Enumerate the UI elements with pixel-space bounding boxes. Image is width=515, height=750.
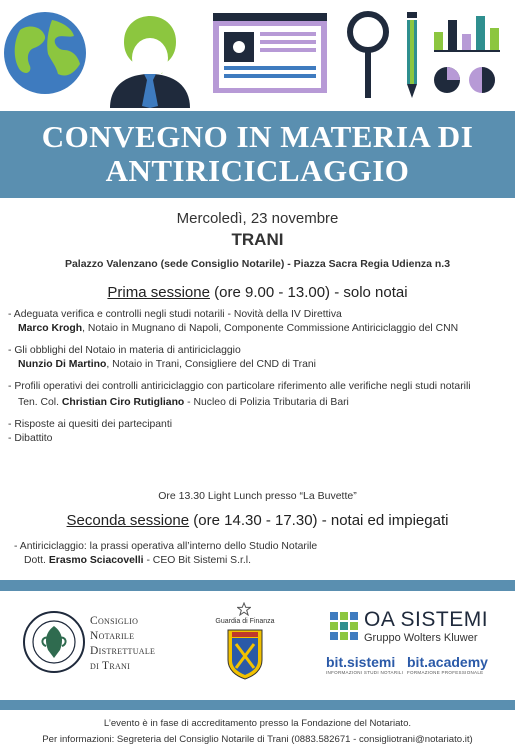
program-item <box>8 344 508 372</box>
bit-sistemi-name: bit.sistemi <box>326 654 396 670</box>
speaker-role: , Notaio in Trani, Consigliere del CND di Trani <box>106 359 316 370</box>
lunch-note: Ore 13.30 Light Lunch presso “La Buvette” <box>158 490 357 502</box>
speaker-title: Dott. <box>24 555 49 566</box>
sponsor-logos <box>0 598 515 696</box>
speaker-name: Erasmo Sciacovelli <box>48 555 144 566</box>
top-divider <box>0 580 515 591</box>
session1-heading <box>0 284 515 301</box>
speaker-title: Ten. Col. <box>18 397 62 408</box>
header-illustrations <box>0 0 515 110</box>
gdf-shield-logo <box>226 628 264 680</box>
oa-sistemi-subtitle: Gruppo Wolters Kluwer <box>364 632 478 644</box>
speaker-role: , Notaio in Mugnano di Napoli, Componente Commissione Antiriciclaggio del CNN <box>82 323 459 334</box>
footer <box>0 716 515 748</box>
accreditation-note: L’evento è in fase di accreditamento presso la Fondazione del Notariato. <box>103 718 412 729</box>
bit-sistemi-tagline: INFORMAZIONI STUDI NOTARILI <box>326 670 404 675</box>
gdf-label: Guardia di Finanza <box>215 618 275 625</box>
program-item <box>14 540 514 568</box>
magnifier-icon <box>345 10 391 100</box>
session1-program <box>8 308 508 454</box>
statistics-icon <box>432 10 502 100</box>
speaker-name: Christian Ciro Rutigliano <box>61 397 185 408</box>
speaker-icon <box>106 8 196 108</box>
oa-sistemi-logo-icon <box>330 612 358 640</box>
consiglio-line: Notarile <box>90 630 135 642</box>
event-city: TRANI <box>231 230 284 249</box>
program-topic: - Dibattito <box>8 433 53 444</box>
session2-program <box>14 540 514 576</box>
banner-title-line2: ANTIRICICLAGGIO <box>105 153 410 188</box>
program-item <box>8 308 508 336</box>
session1-time: (ore 9.00 - 13.00) - solo notai <box>209 284 408 301</box>
event-venue: Palazzo Valenzano (sede Consiglio Notarile) - Piazza Sacra Regia Udienza n.3 <box>64 258 451 270</box>
session2-label: Seconda sessione <box>66 512 190 529</box>
program-topic: - Adeguata verifica e controlli negli studi notarili - Novità della IV Direttiva <box>8 309 342 320</box>
program-topic: - Risposte ai quesiti dei partecipanti <box>8 419 173 430</box>
oa-sistemi-title: OA SISTEMI <box>364 608 489 631</box>
speaker-name: Nunzio Di Martino <box>18 359 107 370</box>
bit-academy-logo <box>407 654 488 675</box>
globe-icon <box>2 10 88 96</box>
program-item <box>8 380 508 410</box>
consiglio-name <box>90 614 155 674</box>
session2-time: (ore 14.30 - 17.30) - notai ed impiegati <box>189 512 449 529</box>
consiglio-line: Consiglio <box>90 615 139 627</box>
consiglio-line: Distrettuale <box>90 645 156 657</box>
program-extra <box>8 418 508 446</box>
program-topic: - Profili operativi dei controlli antiriciclaggio con particolare riferimento alle verifiche negli studi notarili <box>8 381 471 392</box>
bit-academy-name: bit.academy <box>407 654 488 670</box>
bottom-divider <box>0 700 515 710</box>
webpage-icon <box>212 12 328 94</box>
speaker-name: Marco Krogh <box>18 323 83 334</box>
program-topic: - Gli obblighi del Notaio in materia di antiriciclaggio <box>8 345 241 356</box>
emblem-icon <box>237 602 251 616</box>
contact-info: Per informazioni: Segreteria del Consiglio Notarile di Trani (0883.582671 - consigliotrani@notariato.it) <box>42 734 473 745</box>
session1-label: Prima sessione <box>107 284 210 301</box>
banner-title-line1: CONVEGNO IN MATERIA DI <box>41 119 474 154</box>
consiglio-seal-logo <box>22 610 86 674</box>
speaker-role: - Nucleo di Polizia Tributaria di Bari <box>184 397 349 408</box>
consiglio-line: di Trani <box>90 660 131 672</box>
pen-icon <box>403 10 421 100</box>
speaker-role: - CEO Bit Sistemi S.r.l. <box>143 555 251 566</box>
bit-academy-tagline: FORMAZIONE PROFESSIONALE <box>407 670 484 675</box>
title-banner <box>0 111 515 198</box>
session2-heading <box>0 512 515 529</box>
program-topic: - Antiriciclaggio: la prassi operativa all’interno dello Studio Notarile <box>14 541 318 552</box>
bit-sistemi-logo <box>326 654 403 675</box>
event-date: Mercoledì, 23 novembre <box>176 210 339 227</box>
